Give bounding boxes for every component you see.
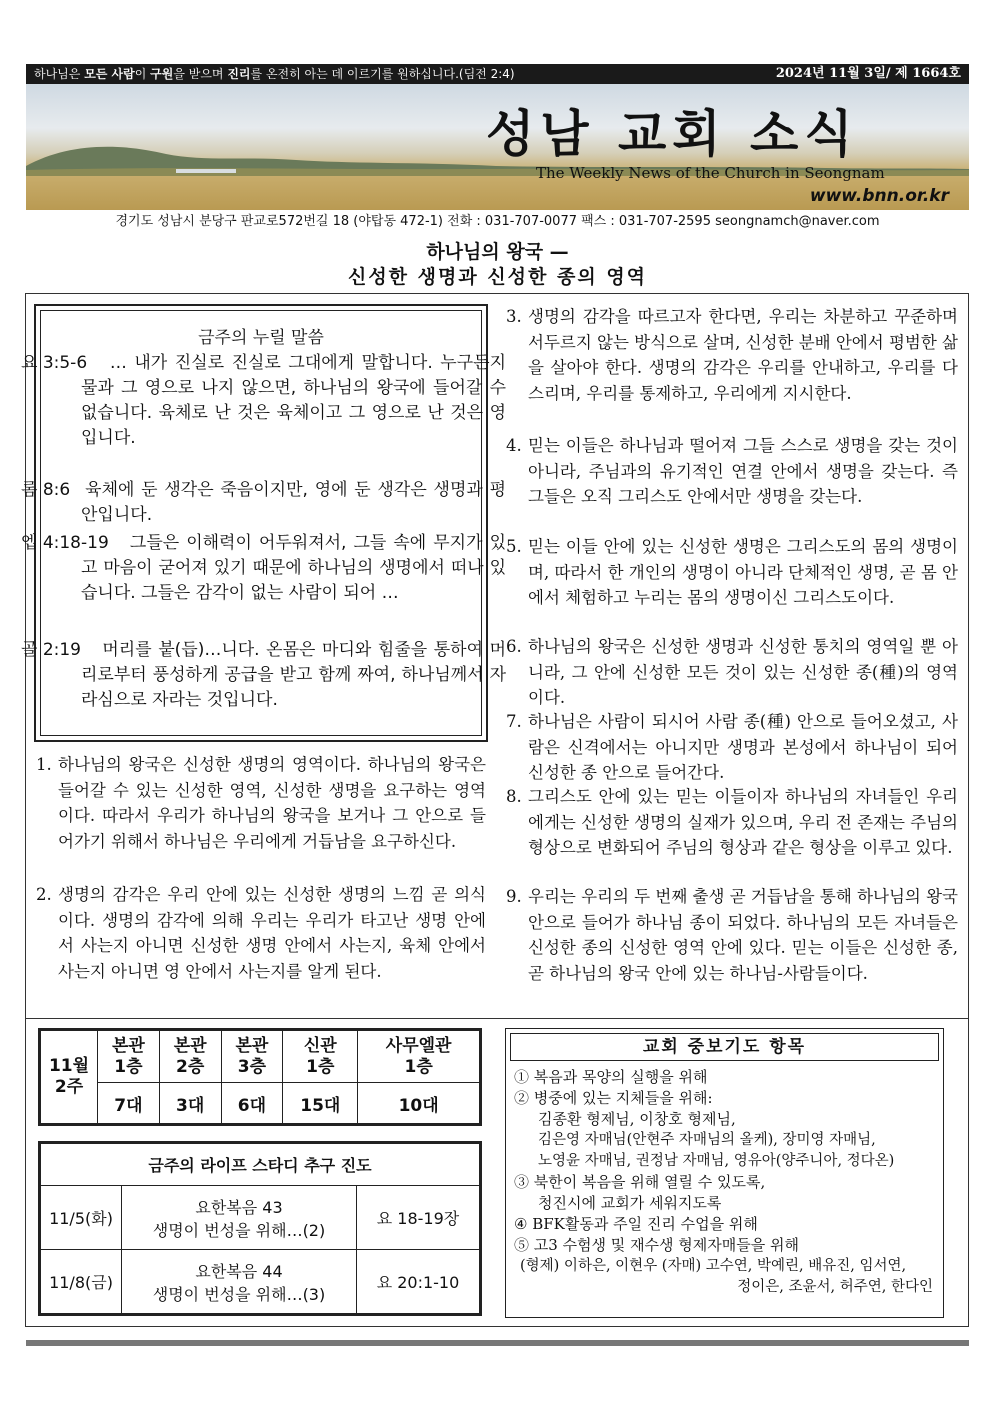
prayer-line: 정이은, 조윤서, 허주연, 한다인 xyxy=(737,1279,933,1295)
contact-address: 경기도 성남시 분당구 판교로572번길 18 (야탑동 472-1) 전화 : 031-707-0077 팩스 : 031-707-2595 seongnamch@naver.com xyxy=(115,214,880,229)
prayer-line: ⑤ 고3 수험생 및 재수생 형제자매들을 위해 xyxy=(514,1236,799,1254)
verse-ref: 엡 4:18-19 xyxy=(21,533,109,553)
point-number: 4. xyxy=(506,436,522,455)
banner xyxy=(26,84,969,210)
motto-part: 이 xyxy=(134,67,151,81)
issue-number: 2024년 11월 3일/ 제 1664호 xyxy=(775,66,961,81)
study-ref: 요 18-19장 xyxy=(357,1186,480,1250)
room-floor: 2층 xyxy=(176,1056,205,1077)
room-floor: 3층 xyxy=(237,1056,267,1077)
room-building: 사무엘관 xyxy=(385,1035,452,1056)
newsletter-subtitle: The Weekly News of the Church in Seongnam xyxy=(536,164,885,182)
headline-line1: 하나님의 왕국 — xyxy=(426,241,569,263)
room-floor: 1층 xyxy=(114,1056,143,1077)
prayer-line: ④ BFK활동과 주일 진리 수업을 위해 xyxy=(514,1215,758,1233)
verse-item xyxy=(21,351,506,451)
point-text: 믿는 이들 안에 있는 신성한 생명은 그리스도의 몸의 생명이며, 따라서 한 개인의 생명이 아니라 단체적인 생명, 곧 몸 안에서 체험하고 누리는 몸의 생명이신 그리스도이다. xyxy=(528,537,958,607)
room-building: 본관 xyxy=(235,1035,269,1056)
point-1 xyxy=(36,752,486,854)
point-text: 하나님은 사람이 되시어 사람 종(種) 안으로 들어오셨고, 사람은 신격에서는 아니지만 생명과 본성에서 하나님이 되어 신성한 종 안으로 들어간다. xyxy=(528,712,958,782)
point-6 xyxy=(506,634,958,711)
point-text: 믿는 이들은 하나님과 떨어져 그들 스스로 생명을 갖는 것이 아니라, 주님과의 유기적인 연결 안에서 생명을 갖는다. 즉 그들은 오직 그리스도 안에서만 생명을 갖는다. xyxy=(528,436,958,506)
headline-line2: 신성한 생명과 신성한 종의 영역 xyxy=(347,266,648,288)
room-header xyxy=(283,1031,358,1083)
point-number: 3. xyxy=(506,307,522,326)
point-text: 생명의 감각은 우리 안에 있는 신성한 생명의 느낌 곧 의식이다. 생명의 감각에 의해 우리는 우리가 타고난 생명 안에서 사는지 아니면 신성한 생명 안에서 사는지, 육체 안에서 사는지 아니면 영 안에서 사는지를 알게 된다. xyxy=(58,885,486,981)
motto-part: 하나님은 xyxy=(34,67,85,81)
week-label: 11월 xyxy=(48,1056,90,1076)
study-date: 11/8(금) xyxy=(41,1250,122,1314)
motto-bold: 모든 사람 xyxy=(84,67,135,81)
prayer-line: ③ 북한이 복음을 위해 열릴 수 있도록, xyxy=(514,1173,766,1191)
motto-bold: 구원 xyxy=(150,67,174,81)
point-9 xyxy=(506,884,958,986)
life-study-table xyxy=(38,1141,482,1316)
study-topic: 생명이 번성을 위해…(3) xyxy=(152,1284,326,1304)
room-header xyxy=(358,1031,480,1083)
verses-inner-border xyxy=(21,310,507,736)
verse-text: 육체에 둔 생각은 죽음이지만, 영에 둔 생각은 생명과 평안입니다. xyxy=(81,480,507,525)
week-cell xyxy=(41,1031,98,1124)
room-assignment-table xyxy=(38,1028,482,1126)
room-header xyxy=(159,1031,221,1083)
week-label: 2주 xyxy=(54,1077,84,1097)
point-text: 우리는 우리의 두 번째 출생 곧 거듭남을 통해 하나님의 왕국 안으로 들어가 하나님 종이 되었다. 하나님의 모든 자녀들은 신성한 종의 신성한 영역 안에 있다. 믿는 이들은 신성한 종, 곧 하나님의 왕국 안에 있는 하나님-사람들이다. xyxy=(528,887,958,983)
point-3 xyxy=(506,304,958,406)
room-count: 15대 xyxy=(283,1083,358,1124)
room-count: 3대 xyxy=(159,1083,221,1124)
study-date: 11/5(화) xyxy=(41,1186,122,1250)
prayer-line: ① 복음과 목양의 실행을 위해 xyxy=(514,1068,708,1086)
verse-ref: 요 3:5-6 xyxy=(21,353,88,373)
point-number: 5. xyxy=(506,537,522,556)
point-text: 하나님의 왕국은 신성한 생명의 영역이다. 하나님의 왕국은 들어갈 수 있는 신성한 영역, 신성한 생명을 요구하는 영역이다. 따라서 우리가 하나님의 왕국을 보거나 그 안으로 들어가기 위해서 하나님은 우리에게 거듭남을 요구하신다. xyxy=(58,755,487,851)
room-building: 본관 xyxy=(111,1035,145,1056)
study-title: 금주의 라이프 스타디 추구 진도 xyxy=(41,1144,480,1186)
verse-item xyxy=(21,478,507,528)
verse-text: 머리를 붙(듭)…니다. 온몸은 마디와 힘줄을 통하여 머리로부터 풍성하게 공급을 받고 함께 짜여, 하나님께서 자라심으로 자라는 것입니다. xyxy=(81,640,507,710)
room-count: 6대 xyxy=(221,1083,283,1124)
verse-item xyxy=(21,638,507,713)
newsletter-title: 성남 교회 소식 xyxy=(486,105,859,163)
study-book: 요한복음 44 xyxy=(195,1261,283,1281)
room-building: 신관 xyxy=(303,1035,337,1056)
point-4 xyxy=(506,433,958,510)
verse-ref: 롬 8:6 xyxy=(21,480,71,500)
room-count: 7대 xyxy=(98,1083,160,1124)
point-number: 9. xyxy=(506,887,522,906)
point-7 xyxy=(506,709,958,786)
point-number: 7. xyxy=(506,712,522,731)
verses-title: 금주의 누릴 말씀 xyxy=(198,328,324,348)
study-content xyxy=(122,1186,357,1250)
motto-text xyxy=(34,64,515,84)
prayer-line: ② 병중에 있는 지체들을 위해: xyxy=(514,1089,713,1107)
prayer-line: 청진시에 교회가 세워지도록 xyxy=(538,1194,722,1212)
weekly-verses-box xyxy=(21,304,507,742)
study-topic: 생명이 번성을 위해…(2) xyxy=(152,1220,326,1240)
room-header xyxy=(98,1031,160,1083)
point-8 xyxy=(506,784,958,861)
verse-text: 그들은 이해력이 어두워져서, 그들 속에 무지가 있고 마음이 굳어져 있기 때문에 하나님의 생명에서 떠나 있습니다. 그들은 감각이 없는 사람이 되어 … xyxy=(81,533,506,603)
room-count: 10대 xyxy=(358,1083,480,1124)
point-number: 6. xyxy=(506,637,522,656)
motto-part: 를 온전히 아는 데 이르기를 원하십니다.(딤전 2:4) xyxy=(250,67,515,81)
motto-bar xyxy=(26,64,969,84)
prayer-line: (형제) 이하은, 이현우 (자매) 고수연, 박예린, 배유진, 임서연, xyxy=(520,1258,907,1274)
point-text: 그리스도 안에 있는 믿는 이들이자 하나님의 자녀들인 우리에게는 신성한 생명의 실재가 있으며, 우리 전 존재는 주님의 형상으로 변화되어 주님의 형상과 같은 형상을 이루고 있다. xyxy=(528,787,958,857)
website-link[interactable]: www.bnn.or.kr xyxy=(809,186,949,206)
study-content xyxy=(122,1250,357,1314)
room-floor: 1층 xyxy=(404,1056,433,1077)
footer-bar xyxy=(26,1340,969,1346)
point-2 xyxy=(36,882,486,984)
prayer-line: 김종환 형제님, 이창호 형제님, xyxy=(538,1110,736,1128)
point-5 xyxy=(506,534,958,611)
room-header xyxy=(221,1031,283,1083)
room-building: 본관 xyxy=(173,1035,207,1056)
study-ref: 요 20:1-10 xyxy=(357,1250,480,1314)
point-number: 1. xyxy=(36,755,52,774)
point-number: 2. xyxy=(36,885,52,904)
prayer-line: 노영윤 자매님, 권정남 자매님, 영유아(양주니아, 정다온) xyxy=(538,1153,895,1169)
prayer-line: 김은영 자매님(안현주 자매님의 올케), 장미영 자매님, xyxy=(538,1132,876,1148)
point-number: 8. xyxy=(506,787,522,806)
room-floor: 1층 xyxy=(306,1056,335,1077)
verse-text: … 내가 진실로 진실로 그대에게 말합니다. 누구든지 물과 그 영으로 나지 않으면, 하나님의 왕국에 들어갈 수 없습니다. 육체로 난 것은 육체이고 그 영으로 난 것은 영입니다. xyxy=(81,353,506,448)
point-text: 생명의 감각을 따르고자 한다면, 우리는 차분하고 꾸준하며 서두르지 않는 방식으로 살며, 신성한 분배 안에서 평범한 삶을 살아야 한다. 생명의 감각은 우리를 안내하고, 우리를 다스리며, 우리를 통제하고, 우리에게 지시한다. xyxy=(528,307,958,403)
motto-part: 을 받으며 xyxy=(173,67,228,81)
verse-ref: 골 2:19 xyxy=(21,640,82,660)
study-book: 요한복음 43 xyxy=(195,1197,283,1217)
prayer-title: 교회 중보기도 항목 xyxy=(510,1033,939,1061)
point-text: 하나님의 왕국은 신성한 생명과 신성한 통치의 영역일 뿐 아니라, 그 안에 신성한 모든 것이 있는 신성한 종(種)의 영역이다. xyxy=(528,637,958,707)
motto-bold: 진리 xyxy=(227,67,251,81)
section-divider xyxy=(25,1018,969,1019)
prayer-items-box xyxy=(505,1028,944,1318)
verse-item xyxy=(21,531,506,606)
